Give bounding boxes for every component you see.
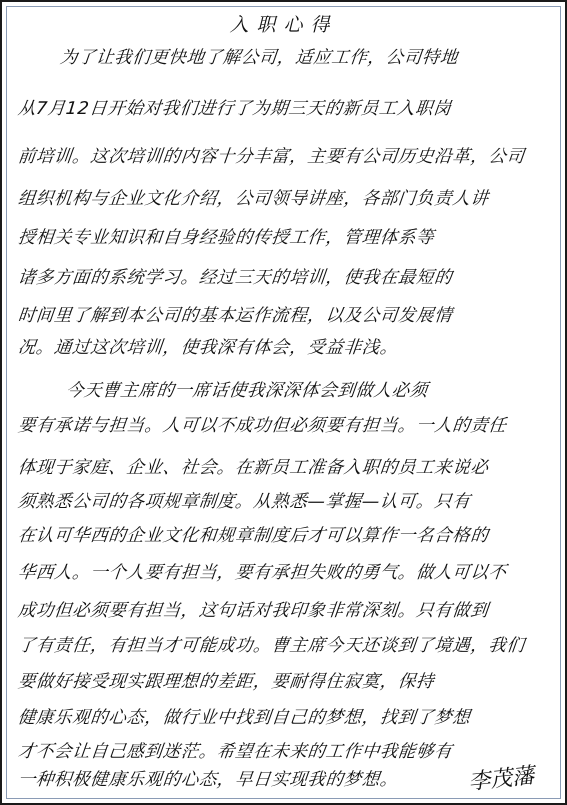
text-line: 前培训。这次培训的内容十分丰富，主要有公司历史沿革，公司 xyxy=(16,147,526,167)
text-line: 体现于家庭、企业、社会。在新员工准备入职的员工来说必 xyxy=(16,458,490,478)
text-line: 健康乐观的心态，做行业中找到自己的梦想，找到了梦想 xyxy=(16,708,472,728)
text-line: 要有承诺与担当。人可以不成功但必须要有担当。一人的责任 xyxy=(16,416,508,436)
text-line: 须熟悉公司的各项规章制度。从熟悉—掌握—认可。只有 xyxy=(16,492,472,512)
text-line: 今天曹主席的一席话使我深深体会到做人必须 xyxy=(64,381,429,401)
document-title: 入职心得 xyxy=(229,14,338,36)
text-line: 要做好接受现实跟理想的差距，要耐得住寂寞，保持 xyxy=(16,672,436,692)
text-line: 成功但必须要有担当，这句话对我印象非常深刻。只有做到 xyxy=(16,601,490,621)
signature: 李茂藩 xyxy=(467,763,536,796)
text-line: 组织机构与企业文化介绍，公司领导讲座，各部门负责人讲 xyxy=(16,189,490,209)
text-line: 在认可华西的企业文化和规章制度后才可以算作一名合格的 xyxy=(16,526,490,546)
text-line: 一种积极健康乐观的心态，早日实现我的梦想。 xyxy=(16,770,400,790)
text-line: 为了让我们更快地了解公司，适应工作，公司特地 xyxy=(58,48,460,68)
text-line: 况。通过这次培训，使我深有体会，受益非浅。 xyxy=(16,338,400,358)
text-line: 时间里了解到本公司的基本运作流程，以及公司发展情 xyxy=(16,306,454,326)
text-line: 华西人。一个人要有担当，要有承担失败的勇气。做人可以不 xyxy=(16,563,508,583)
text-line: 诸多方面的系统学习。经过三天的培训，使我在最短的 xyxy=(16,268,454,288)
text-line: 才不会让自己感到迷茫。希望在未来的工作中我能够有 xyxy=(16,742,454,762)
text-line: 从7月12日开始对我们进行了为期三天的新员工入职岗 xyxy=(16,99,453,119)
text-line: 授相关专业知识和自身经验的传授工作，管理体系等 xyxy=(16,228,436,248)
text-line: 了有责任，有担当才可能成功。曹主席今天还谈到了境遇，我们 xyxy=(16,636,526,656)
